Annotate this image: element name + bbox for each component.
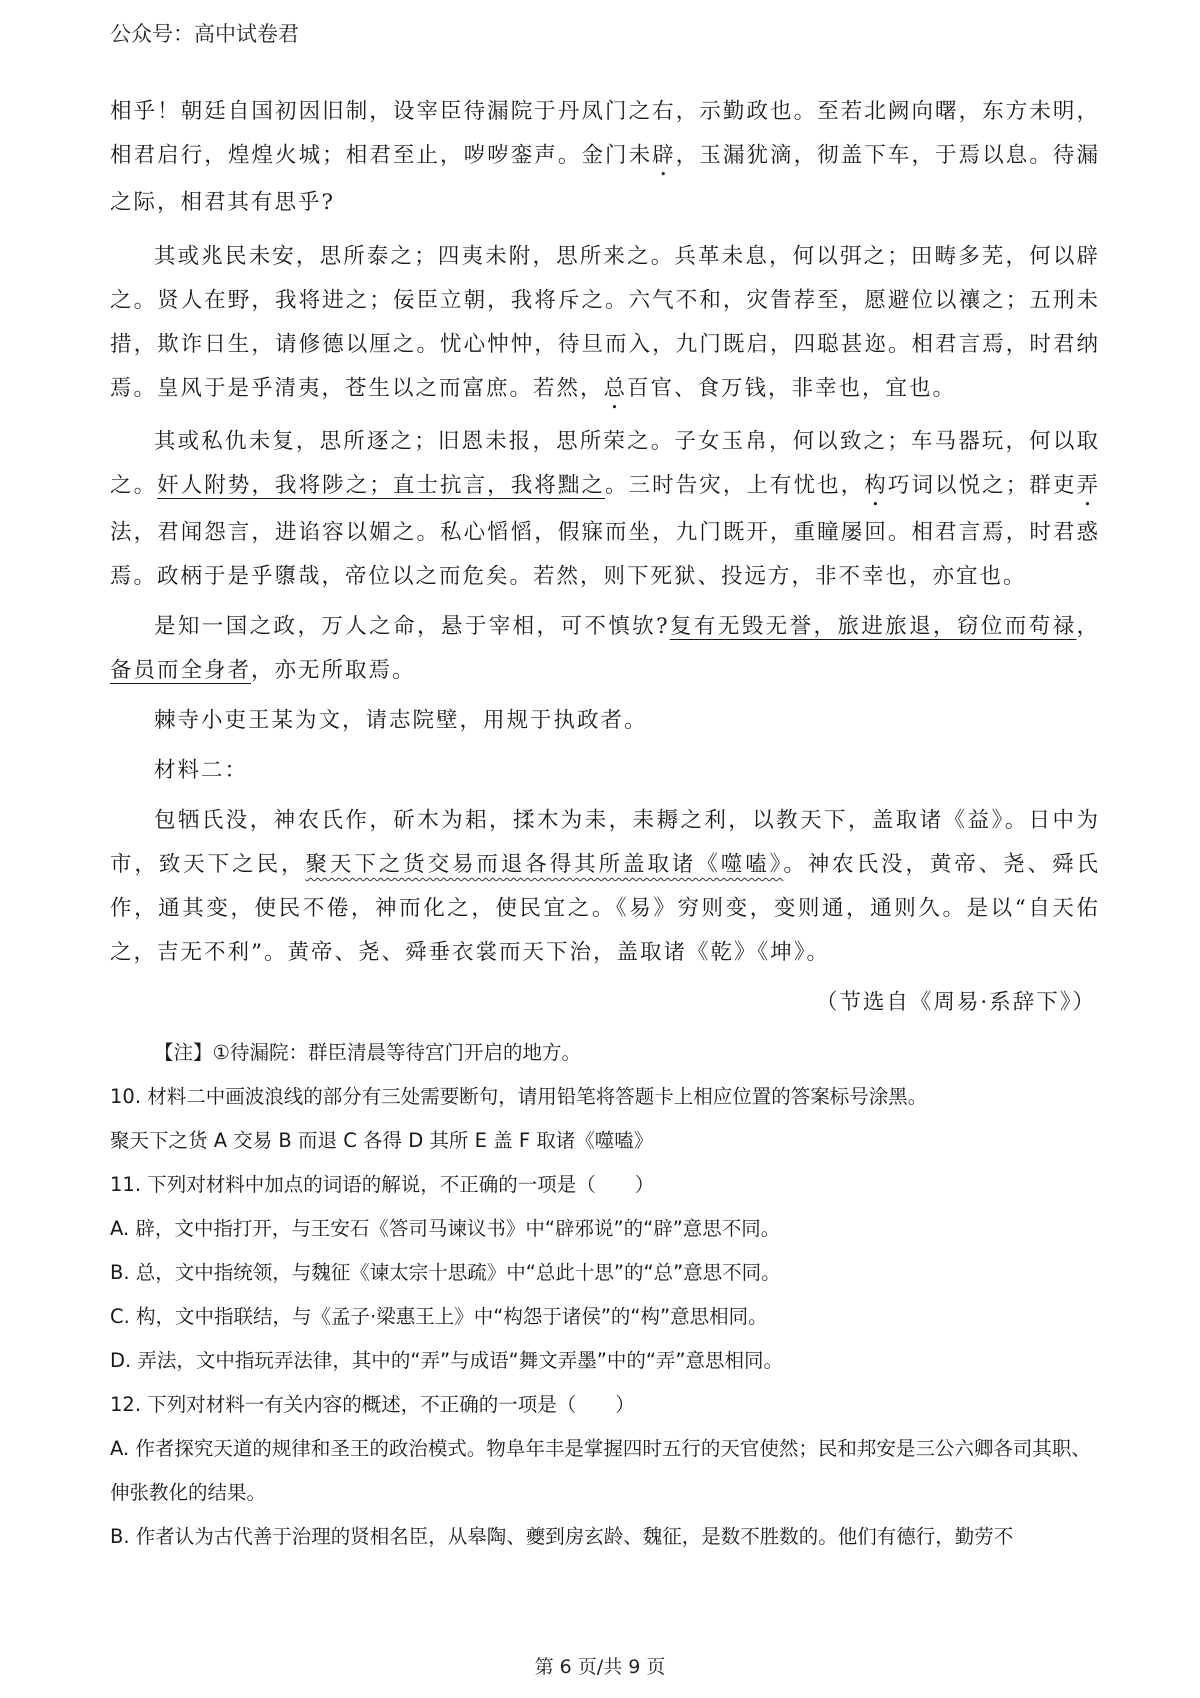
question-11-option-c: C. 构，文中指联结，与《孟子·梁惠王上》中“构怨于诸侯”的“构”意思相同。 [110,1305,768,1328]
passage-paragraph-3: 其或私仇未复，思所逐之；旧恩未报，思所荣之。子女玉帛，何以致之；车马器玩，何以取之。奸人附势，我将陟之；直士抗言，我将黜之。三时告灾，上有忧也，构巧词以悦之；群吏弄法，君闻怨言，进谄容以媚之。私心慆慆，假寐而坐，九门既开，重瞳屡回。相君言焉，时君惑焉。政柄于是乎隳哉，帝位以之而危矣。若然，则下死狱、投远方，非不幸也，亦宜也。 [110,429,1100,589]
exam-page-content [110,90,1100,1559]
passage-paragraph-2: 其或兆民未安，思所泰之；四夷未附，思所来之。兵革未息，何以弭之；田畴多芜，何以辟之。贤人在野，我将进之；佞臣立朝，我将斥之。六气不和，灾眚荐至，愿避位以禳之；五刑未措，欺诈日生，请修德以厘之。忧心忡忡，待旦而入，九门既启，四聪甚迩。相君言焉，时君纳焉。皇风于是乎清夷，苍生以之而富庶。若然，总百官、食万钱，非幸也，宜也。 [110,244,1100,401]
question-11-option-a: A. 辟，文中指打开，与王安石《答司马谏议书》中“辟邪说”的“辟”意思不同。 [110,1217,781,1240]
page-number-footer: 第 6 页/共 9 页 [534,1656,666,1678]
underlined-sentence: 奸人附势，我将陟之；直士抗言，我将黜之 [157,473,606,498]
question-11-option-d: D. 弄法，文中指玩弄法律，其中的“弄”与成语“舞文弄墨”中的“弄”意思相同。 [110,1349,784,1372]
emphasis-dot-char: 弄 [1076,473,1100,498]
header-channel-label: 公众号：高中试卷君 [110,22,299,46]
material-2-source: （节选自《周易·系辞下》） [815,990,1096,1015]
question-10-break-options: 聚天下之货 A 交易 B 而退 C 各得 D 其所 E 盖 F 取诸《噬嗑》 [110,1129,654,1152]
passage-paragraph-5: 棘寺小吏王某为文，请志院壁，用规于执政者。 [154,708,648,733]
material-2-label: 材料二： [154,758,249,783]
underlined-sentence: 备员而全身者 [110,658,252,683]
material-2-paragraph: 包牺氏没，神农氏作，斫木为耜，揉木为耒，耒耨之利，以教天下，盖取诸《益》。日中为市，致天下之民，聚天下之货交易而退各得其所盖取诸《噬嗑》。神农氏没，黄帝、尧、舜氏作，通其变，使民不倦，神而化之，使民宜之。《易》穷则变，变则通，通则久。是以“自天佑之，吉无不利”。黄帝、尧、舜垂衣裳而天下治，盖取诸《乾》《坤》。 [110,808,1100,965]
underlined-sentence: 复有无毁无誉，旅进旅退，窃位而苟禄 [669,614,1077,639]
question-12: 12. 下列对材料一有关内容的概述，不正确的一项是（ ） [110,1393,635,1416]
question-12-option-b: B. 作者认为古代善于治理的贤相名臣，从皋陶、夔到房玄龄、魏征，是数不胜数的。他们有德行，勤劳不 [110,1525,1014,1548]
passage-paragraph-4: 是知一国之政，万人之命，悬于宰相，可不慎欤?复有无毁无誉，旅进旅退，窃位而苟禄，备员而全身者，亦无所取焉。 [110,614,1100,683]
emphasis-dot-char: 构 [864,473,888,498]
emphasis-dot-char: 辟 [652,143,676,168]
question-11-option-b: B. 总，文中指统领，与魏征《谏太宗十思疏》中“总此十思”的“总”意思不同。 [110,1261,781,1284]
question-12-option-a: A. 作者探究天道的规律和圣王的政治模式。物阜年丰是掌握四时五行的天官使然；民和邦安是三公六卿各司其职、伸张教化的结果。 [110,1437,1091,1504]
question-10: 10. 材料二中画波浪线的部分有三处需要断句，请用铅笔将答题卡上相应位置的答案标号涂黑。 [110,1085,928,1108]
wavy-underlined-sentence: 聚天下之货交易而退各得其所盖取诸《噬嗑》 [305,852,784,877]
footnote: 【注】①待漏院：群臣清晨等待宫门开启的地方。 [154,1041,581,1064]
emphasis-dot-char: 总 [603,376,628,401]
passage-paragraph-1: 相乎！朝廷自国初因旧制，设宰臣待漏院于丹凤门之右，示勤政也。至若北阙向曙，东方未明，相君启行，煌煌火城；相君至止，哕哕銮声。金门未辟，玉漏犹滴，彻盖下车，于焉以息。待漏之际，相君其有思乎? [110,99,1100,215]
question-11: 11. 下列对材料中加点的词语的解说，不正确的一项是（ ） [110,1173,655,1196]
